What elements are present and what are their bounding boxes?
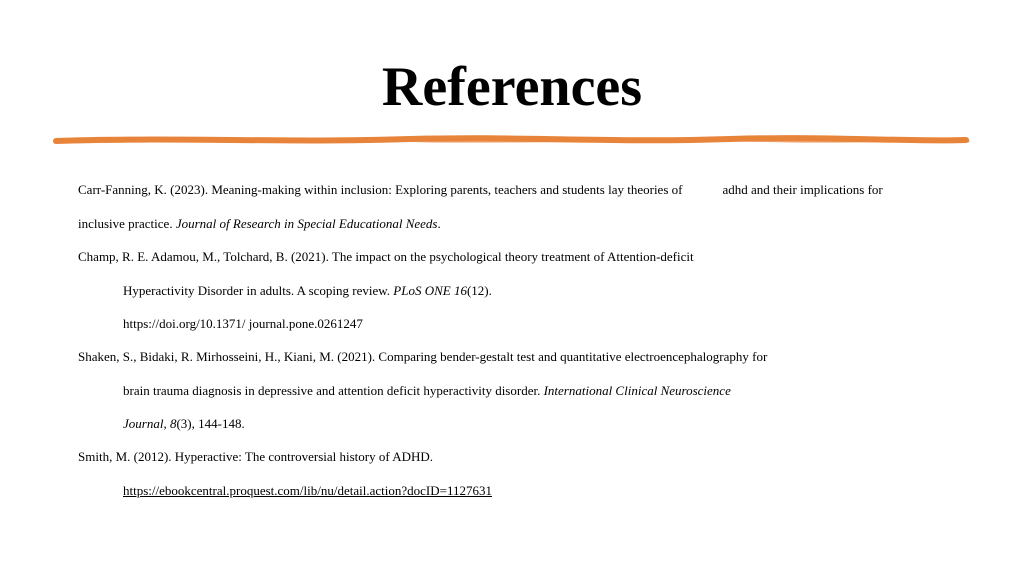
reference-2-text-2: Hyperactivity Disorder in adults. A scoping review.: [123, 283, 394, 298]
reference-2-text: Champ, R. E. Adamou, M., Tolchard, B. (2021). The impact on the psychological theory treatment of Attention-deficit: [78, 249, 694, 264]
reference-3-comma: ,: [163, 416, 170, 431]
reference-3-pages: (3), 144-148.: [176, 416, 245, 431]
reference-1-text-2: inclusive practice.: [78, 216, 176, 231]
reference-1-text-cont: adhd and their implications for: [722, 182, 883, 197]
reference-1-line-1: [78, 180, 883, 200]
slide-title: References: [381, 56, 643, 118]
reference-4-link[interactable]: https://ebookcentral.proquest.com/lib/nu/detail.action?docID=1127631: [123, 483, 492, 498]
reference-4-text: Smith, M. (2012). Hyperactive: The controversial history of ADHD.: [78, 449, 434, 464]
reference-4-line-1: [78, 447, 433, 467]
reference-1-line-2: [78, 214, 441, 234]
reference-4-line-2: [123, 481, 492, 501]
reference-3-line-3: [123, 414, 245, 434]
reference-3-journal: International Clinical Neuroscience: [543, 383, 731, 398]
reference-2-line-2: [123, 281, 492, 301]
reference-3-volume: 8: [169, 416, 177, 431]
reference-3-text: Shaken, S., Bidaki, R. Mirhosseini, H., Kiani, M. (2021). Comparing bender-gestalt test and quantitative electroencephalography for: [78, 349, 768, 364]
reference-2-doi: https://doi.org/10.1371/ journal.pone.0261247: [123, 316, 363, 331]
reference-2-journal: PLoS ONE 16: [393, 283, 467, 298]
reference-3-journal-cont: Journal: [123, 416, 164, 431]
reference-1-text: Carr-Fanning, K. (2023). Meaning-making within inclusion: Exploring parents, teachers and students lay theories of: [78, 182, 683, 197]
reference-2-issue: (12).: [466, 283, 492, 298]
reference-3-line-1: [78, 347, 767, 367]
reference-2-line-3: [123, 314, 363, 334]
reference-1-period: .: [437, 216, 441, 231]
reference-3-text-2: brain trauma diagnosis in depressive and attention deficit hyperactivity disorder.: [123, 383, 544, 398]
reference-2-line-1: [78, 247, 694, 267]
reference-1-journal: Journal of Research in Special Educational Needs: [175, 216, 438, 231]
reference-3-line-2: [123, 381, 731, 401]
orange-brush-divider: [50, 129, 974, 149]
